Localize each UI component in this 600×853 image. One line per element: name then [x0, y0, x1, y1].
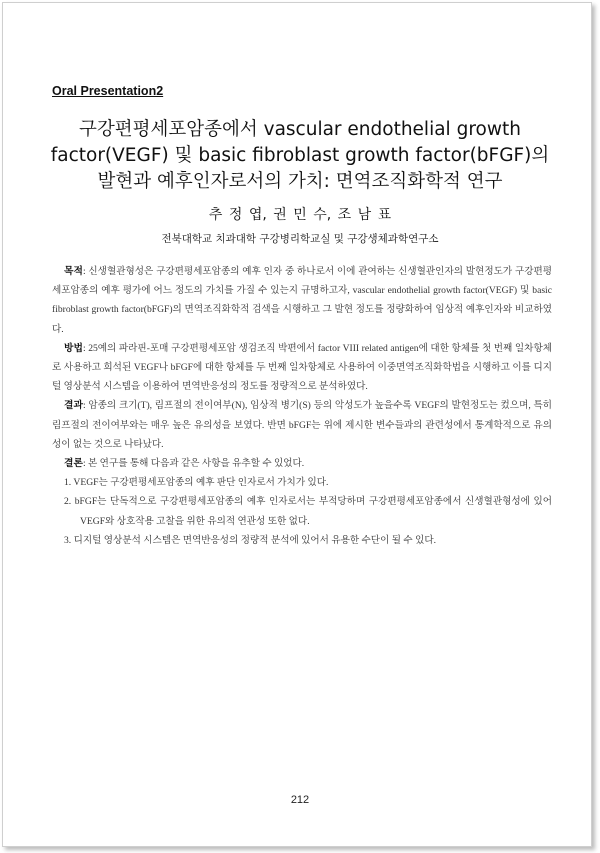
conclusion-heading: 결론	[64, 458, 83, 470]
title-line-1: 구강편평세포암종에서 vascular endothelial growth	[79, 119, 521, 140]
title-line-3: 발현과 예후인자로서의 가치: 면역조직화학적 연구	[97, 171, 503, 192]
result-heading: 결과	[64, 400, 83, 412]
paper-title	[40, 117, 560, 195]
purpose-paragraph	[52, 262, 552, 339]
section-label: Oral Presentation2	[52, 84, 164, 98]
abstract-body	[52, 262, 552, 550]
page-number: 212	[290, 794, 310, 806]
authors: 추 정 엽, 권 민 수, 조 남 표	[208, 207, 392, 223]
result-paragraph	[52, 396, 552, 454]
purpose-heading: 목적	[64, 266, 83, 277]
method-text: : 25예의 파라핀-포매 구강편평세포암 생검조직 박편에서 factor VIII related antigen에 대한 항체를 첫 번째 일차항체로 사용하고 희석된 VEGF나 bFGF에 대한 항체를 두 번째 일차항체로 사용하여 이중면역조직화학법을 시행하고 이를 디지털 영상분석 시스템을 이용하여 면역반응성의 정도를 정량적으로 분석하였다.	[52, 342, 552, 393]
title-line-2: factor(VEGF) 및 basic fibroblast growth factor(bFGF)의	[50, 145, 550, 166]
conclusion-text: : 본 연구를 통해 다음과 같은 사항을 유추할 수 있었다.	[82, 458, 305, 470]
purpose-text: : 신생혈관형성은 구강편평세포암종의 예후 인자 중 하나로서 이에 관여하는 신생혈관인자의 발현정도가 구강편평세포암종의 예후 평가에 어느 정도의 가치를 가질 수 있는지 규명하고자, vascular endothelial growth factor(VEGF) 및 basic fibroblast growth factor(bFGF)의 면역조직화학적 검색을 시행하고 그 발현 정도를 정량화하여 임상적 예후인자와 비교하였다.	[52, 266, 552, 335]
method-heading: 방법	[64, 342, 83, 354]
affiliation: 전북대학교 치과대학 구강병리학교실 및 구강생체과학연구소	[161, 233, 439, 245]
conclusion-paragraph	[52, 454, 552, 473]
list-item: 2. bFGF는 단독적으로 구강편평세포암종의 예후 인자로서는 부적당하며 구강편평세포암종에서 신생혈관형성에 있어 VEGF와 상호작용 고찰을 위한 유의적 연관성 또한 없다.	[64, 496, 552, 527]
result-text: : 암종의 크기(T), 림프절의 전이여부(N), 임상적 병기(S) 등의 악성도가 높을수록 VEGF의 발현정도는 컸으며, 특히 림프절의 전이여부와는 매우 높은 유의성을 보였다. 반면 bFGF는 위에 제시한 변수들과의 관련성에서 통계학적으로 유의성이 없는 것으로 나타났다.	[52, 400, 552, 450]
conclusion-list	[52, 473, 552, 550]
method-paragraph	[52, 339, 552, 397]
list-item: 3. 디지털 영상분석 시스템은 면역반응성의 정량적 분석에 있어서 유용한 수단이 될 수 있다.	[64, 534, 437, 546]
list-item: 1. VEGF는 구강편평세포암종의 예후 판단 인자로서 가치가 있다.	[64, 477, 329, 489]
